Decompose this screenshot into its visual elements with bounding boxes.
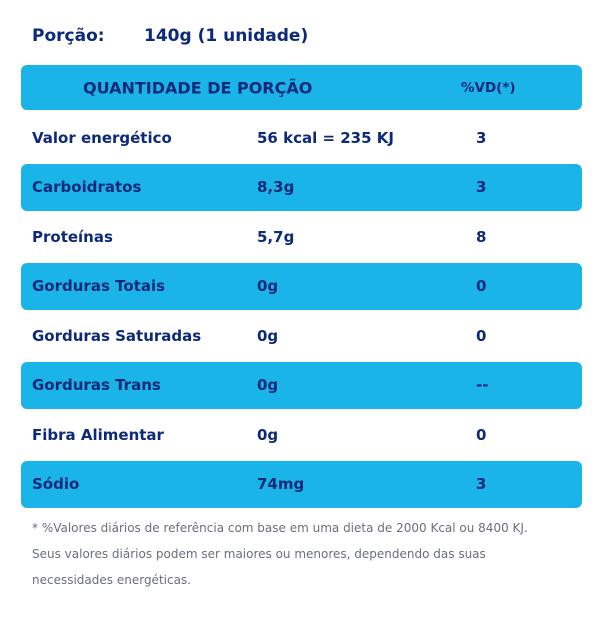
header-quantity: QUANTIDADE DE PORÇÃO (83, 78, 313, 97)
nutrient-name: Fibra Alimentar (32, 425, 164, 444)
nutrient-vd: 8 (476, 227, 487, 246)
portion-info (32, 26, 308, 46)
nutrient-vd: 0 (476, 326, 487, 345)
nutrient-vd: 0 (476, 277, 487, 295)
nutrient-name: Proteínas (32, 227, 113, 246)
nutrient-amount: 0g (257, 326, 279, 345)
nutrient-amount: 74mg (257, 475, 305, 493)
footnote-line: Seus valores diários podem ser maiores ou menores, dependendo das suas (32, 547, 486, 561)
nutrient-vd: 0 (476, 425, 487, 444)
nutrient-vd: -- (476, 376, 489, 394)
nutrient-amount: 0g (257, 376, 279, 394)
table-row (21, 114, 582, 161)
table-row (21, 312, 582, 359)
footnote-line: necessidades energéticas. (32, 573, 191, 587)
nutrient-amount: 8,3g (257, 178, 295, 196)
nutrient-name: Gorduras Trans (32, 376, 161, 394)
header-vd: %VD(*) (461, 79, 516, 96)
nutrient-name: Gorduras Saturadas (32, 326, 202, 345)
portion-label: Porção: (32, 26, 105, 46)
footnote (32, 515, 577, 593)
table-row (21, 362, 582, 409)
portion-value: 140g (1 unidade) (144, 26, 309, 46)
table-row (21, 164, 582, 211)
nutrient-amount: 0g (257, 277, 279, 295)
nutrient-amount: 56 kcal = 235 KJ (257, 128, 394, 147)
nutrient-vd: 3 (476, 475, 487, 493)
nutrient-vd: 3 (476, 128, 487, 147)
nutrient-name: Sódio (32, 475, 80, 493)
nutrient-vd: 3 (476, 178, 487, 196)
table-row (21, 461, 582, 508)
table-header (21, 65, 582, 110)
footnote-line: * %Valores diários de referência com base em uma dieta de 2000 Kcal ou 8400 KJ. (32, 521, 528, 535)
table-row (21, 213, 582, 260)
nutrient-amount: 5,7g (257, 227, 295, 246)
nutrient-name: Carboidratos (32, 178, 142, 196)
nutrient-name: Gorduras Totais (32, 277, 166, 295)
table-row (21, 411, 582, 458)
nutrition-table (21, 65, 582, 510)
table-row (21, 263, 582, 310)
nutrient-amount: 0g (257, 425, 279, 444)
nutrient-name: Valor energético (32, 128, 172, 147)
